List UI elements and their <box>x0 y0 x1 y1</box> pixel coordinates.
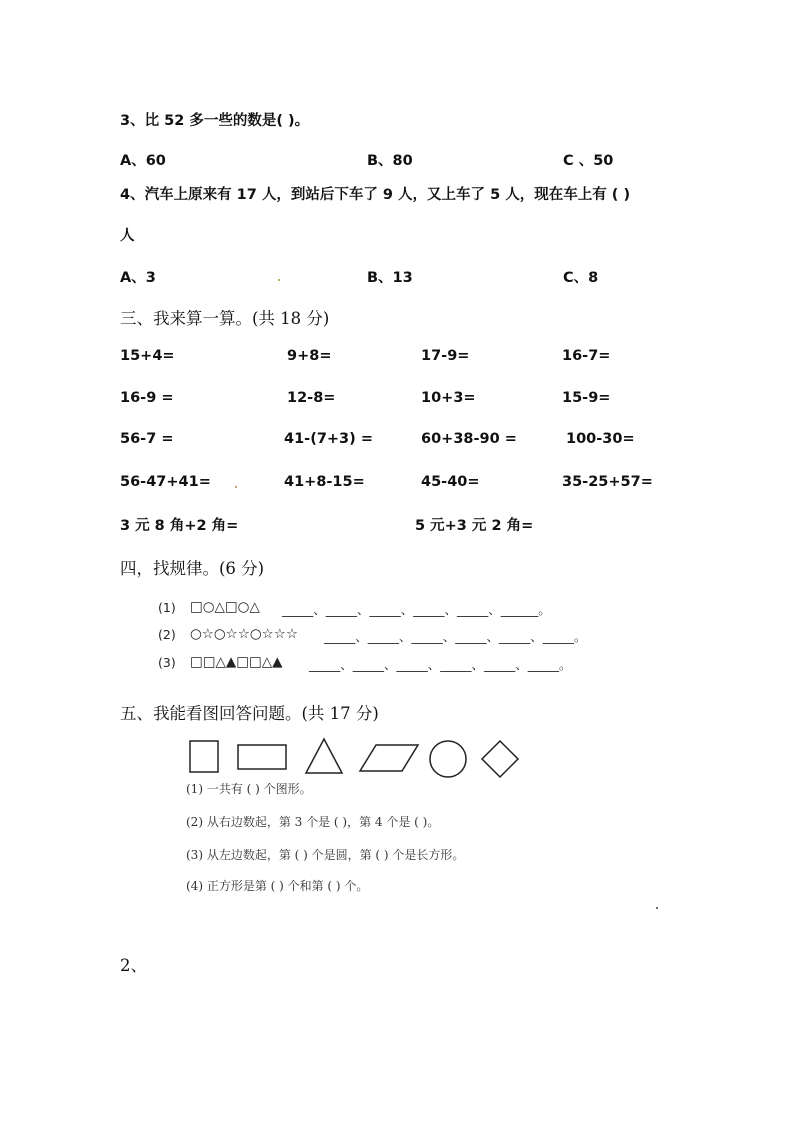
q4-option-c: C、8 <box>563 270 599 286</box>
calc-r1-c1: 15+4= <box>120 348 175 364</box>
pattern3-blanks: _____、_____、_____、_____、_____、_____。 <box>309 657 572 672</box>
calc-r3-c3: 60+38-90 = <box>421 431 517 447</box>
calc-r2-c1: 16-9 = <box>120 390 174 406</box>
calc-r2-c3: 10+3= <box>421 390 476 406</box>
stray-dot <box>235 486 237 488</box>
triangle-shape <box>306 739 342 773</box>
calc-r2-c4: 15-9= <box>562 390 611 406</box>
s5-question-1: (1) 一共有 ( ) 个图形。 <box>186 782 312 796</box>
q4-option-b: B、13 <box>367 270 413 286</box>
section5-title: 五、我能看图回答问题。(共 17 分) <box>120 704 379 723</box>
calc-r4-c3: 45-40= <box>421 474 480 490</box>
q3-option-a: A、60 <box>120 153 166 169</box>
money-calc-1: 3 元 8 角+2 角= <box>120 518 239 534</box>
calc-r4-c4: 35-25+57= <box>562 474 653 490</box>
calc-r1-c3: 17-9= <box>421 348 470 364</box>
q4-option-a: A、3 <box>120 270 156 286</box>
pattern3-sequence: □□△▲□□△▲ <box>190 654 283 670</box>
q4-stem-continued: 人 <box>120 228 135 244</box>
q3-option-b: B、80 <box>367 153 413 169</box>
pattern1-sequence: □○△□○△ <box>190 599 260 615</box>
shapes-figure <box>180 735 530 785</box>
calc-r1-c4: 16-7= <box>562 348 611 364</box>
square-shape <box>190 741 218 772</box>
calc-r1-c2: 9+8= <box>287 348 332 364</box>
calc-r3-c2: 41-(7+3) = <box>284 431 373 447</box>
pattern1-number: (1) <box>158 600 176 615</box>
calc-r3-c1: 56-7 = <box>120 431 174 447</box>
q3-stem: 3、比 52 多一些的数是( )。 <box>120 113 310 129</box>
calc-r4-c2: 41+8-15= <box>284 474 365 490</box>
circle-shape <box>430 741 466 777</box>
rectangle-shape <box>238 745 286 769</box>
pattern1-blanks: _____、_____、_____、_____、_____、______。 <box>282 602 551 617</box>
calc-r3-c4: 100-30= <box>566 431 635 447</box>
s5-question-3: (3) 从左边数起，第 ( ) 个是圆，第 ( ) 个是长方形。 <box>186 848 465 862</box>
pattern2-sequence: ○☆○☆☆○☆☆☆ <box>190 626 298 642</box>
section3-title: 三、我来算一算。(共 18 分) <box>120 309 330 328</box>
pattern2-blanks: _____、_____、_____、_____、_____、_____。 <box>324 629 587 644</box>
calc-r2-c2: 12-8= <box>287 390 336 406</box>
pattern3-number: (3) <box>158 655 176 670</box>
section4-title: 四，找规律。(6 分) <box>120 559 265 578</box>
money-calc-2: 5 元+3 元 2 角= <box>415 518 534 534</box>
pattern2-number: (2) <box>158 627 176 642</box>
s5-question-2: (2) 从右边数起，第 3 个是 ( )，第 4 个是 ( )。 <box>186 815 440 829</box>
question-2-label: 2、 <box>120 956 147 975</box>
diamond-shape <box>482 741 518 777</box>
q4-stem: 4、汽车上原来有 17 人，到站后下车了 9 人，又上车了 5 人，现在车上有 ( ) <box>120 187 631 203</box>
q3-option-c: C 、50 <box>563 153 614 169</box>
calc-r4-c1: 56-47+41= <box>120 474 211 490</box>
parallelogram-shape <box>360 745 418 771</box>
s5-question-4: (4) 正方形是第 ( ) 个和第 ( ) 个。 <box>186 879 369 893</box>
stray-dot <box>278 279 280 281</box>
stray-dot <box>656 907 658 909</box>
